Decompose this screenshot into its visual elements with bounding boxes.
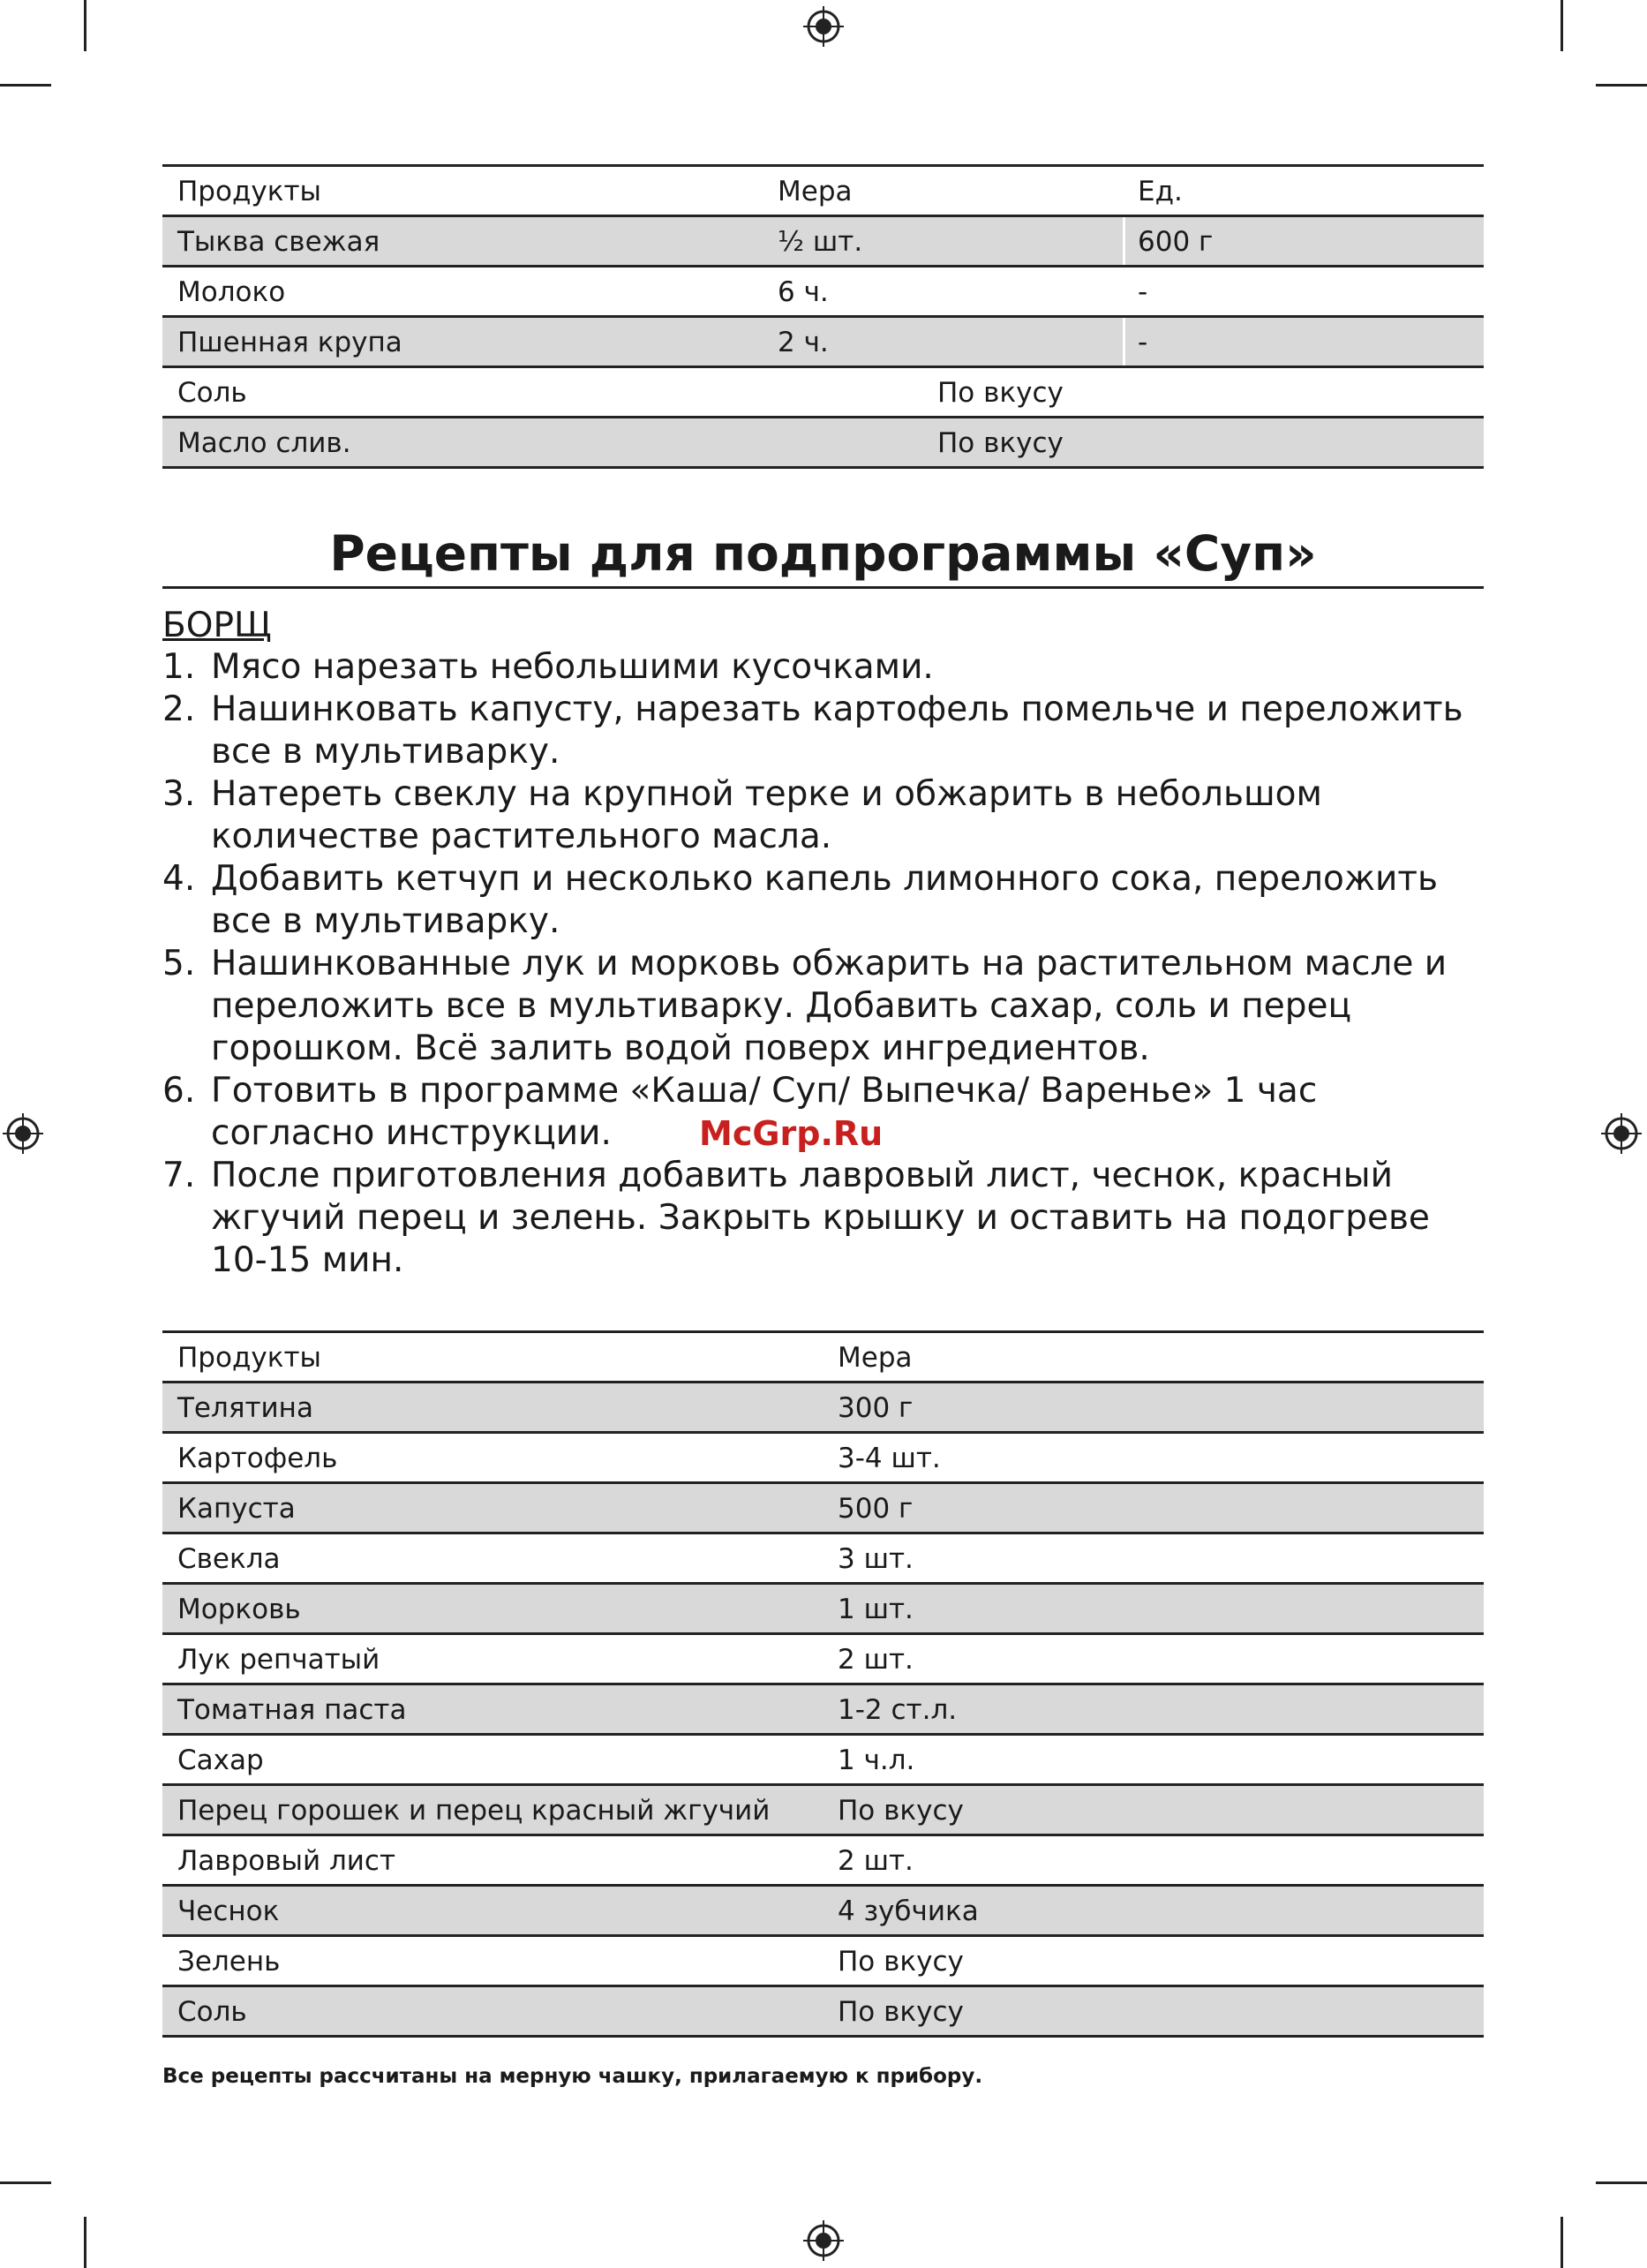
table-row	[162, 1987, 1484, 2038]
table-row	[162, 368, 1484, 418]
table-header-row	[162, 164, 1484, 217]
column-header: Мера	[778, 176, 853, 207]
product-cell: Масло слив.	[177, 427, 351, 459]
step-text: Натереть свеклу на крупной терке и обжарить в небольшом количестве растительного масла.	[211, 774, 1322, 856]
table-row	[162, 1736, 1484, 1786]
list-item	[162, 646, 1486, 689]
measure-cell: 1-2 ст.л.	[838, 1694, 958, 1726]
table-row	[162, 1585, 1484, 1635]
step-number: 4.	[162, 859, 196, 899]
registration-mark-icon	[803, 2220, 844, 2261]
product-cell: Зелень	[177, 1946, 281, 1978]
step-text: Мясо нарезать небольшими кусочками.	[211, 647, 934, 687]
watermark: McGrp.Ru	[699, 1114, 884, 1153]
crop-mark	[0, 2181, 51, 2184]
table-row	[162, 1887, 1484, 1937]
measure-cell: 2 шт.	[838, 1845, 914, 1877]
crop-mark	[84, 2217, 86, 2268]
measure-cell: 500 г	[838, 1493, 914, 1525]
measure-cell: По вкусу	[838, 1946, 964, 1978]
recipe-name: БОРЩ	[162, 606, 272, 645]
list-item	[162, 773, 1486, 858]
measure-cell: 2 шт.	[838, 1644, 914, 1676]
ingredients-table-porridge	[162, 164, 1484, 469]
crop-mark	[1561, 0, 1563, 51]
measure-cell: 300 г	[838, 1392, 914, 1424]
product-cell: Сахар	[177, 1744, 264, 1776]
product-cell: Томатная паста	[177, 1694, 407, 1726]
product-cell: Лавровый лист	[177, 1845, 396, 1877]
merged-value-cell: По вкусу	[937, 377, 1064, 409]
step-number: 6.	[162, 1071, 196, 1111]
table-row	[162, 1534, 1484, 1585]
measure-cell: По вкусу	[838, 1996, 964, 2028]
product-cell: Соль	[177, 377, 247, 409]
step-text: Нашинковать капусту, нарезать картофель помельче и переложить все в мультиварку.	[211, 689, 1463, 772]
measure-cell: По вкусу	[838, 1795, 964, 1827]
step-number: 1.	[162, 647, 196, 687]
product-cell: Лук репчатый	[177, 1644, 380, 1676]
merged-value-cell: По вкусу	[937, 427, 1064, 459]
measure-cell: 1 ч.л.	[838, 1744, 915, 1776]
step-number: 5.	[162, 944, 196, 983]
ingredients-table-borscht	[162, 1330, 1484, 2038]
crop-mark	[84, 0, 86, 51]
table-row	[162, 1685, 1484, 1736]
product-cell: Свекла	[177, 1543, 281, 1575]
measure-cell: 1 шт.	[838, 1594, 914, 1625]
footnote: Все рецепты рассчитаны на мерную чашку, прилагаемую к прибору.	[162, 2065, 983, 2088]
product-cell: Телятина	[177, 1392, 313, 1424]
step-text: Нашинкованные лук и морковь обжарить на растительном масле и переложить все в мультиварку. Добавить сахар, соль и перец горошком. Всё залить водой поверх ингредиентов.	[211, 944, 1448, 1068]
column-header: Мера	[838, 1342, 913, 1374]
measure-cell: 2 ч.	[778, 327, 829, 358]
table-row	[162, 267, 1484, 318]
unit-cell: 600 г	[1138, 226, 1214, 258]
divider	[162, 586, 1484, 589]
measure-cell: ½ шт.	[778, 226, 863, 258]
crop-mark	[1596, 2181, 1647, 2184]
measure-cell: 4 зубчика	[838, 1895, 979, 1927]
measure-cell: 6 ч.	[778, 276, 829, 308]
list-item	[162, 943, 1486, 1070]
product-cell: Соль	[177, 1996, 247, 2028]
measure-cell: 3 шт.	[838, 1543, 914, 1575]
unit-cell: -	[1138, 327, 1148, 358]
step-text: Готовить в программе «Каша/ Суп/ Выпечка/ Варенье» 1 час согласно инструкции.	[211, 1071, 1318, 1153]
product-cell: Чеснок	[177, 1895, 280, 1927]
product-cell: Тыква свежая	[177, 226, 380, 258]
table-row	[162, 1836, 1484, 1887]
registration-mark-icon	[1601, 1113, 1642, 1154]
column-header: Ед.	[1138, 176, 1183, 207]
unit-cell: -	[1138, 276, 1148, 308]
table-row	[162, 1383, 1484, 1434]
list-item	[162, 1155, 1486, 1282]
step-number: 3.	[162, 774, 196, 814]
product-cell: Морковь	[177, 1594, 301, 1625]
step-text: Добавить кетчуп и несколько капель лимонного сока, переложить все в мультиварку.	[211, 859, 1439, 941]
step-number: 2.	[162, 689, 196, 729]
step-number: 7.	[162, 1156, 196, 1195]
product-cell: Молоко	[177, 276, 286, 308]
table-row	[162, 418, 1484, 469]
product-cell: Картофель	[177, 1443, 338, 1474]
crop-mark	[1596, 84, 1647, 87]
table-header-row	[162, 1330, 1484, 1383]
registration-mark-icon	[803, 6, 844, 47]
crop-mark	[1561, 2217, 1563, 2268]
registration-mark-icon	[3, 1113, 43, 1154]
recipe-steps	[162, 646, 1486, 1282]
product-cell: Пшенная крупа	[177, 327, 402, 358]
product-cell: Капуста	[177, 1493, 296, 1525]
table-row	[162, 217, 1484, 267]
column-header: Продукты	[177, 1342, 321, 1374]
column-header: Продукты	[177, 176, 321, 207]
table-row	[162, 1937, 1484, 1987]
list-item	[162, 689, 1486, 773]
crop-mark	[0, 84, 51, 87]
table-row	[162, 318, 1484, 368]
table-row	[162, 1434, 1484, 1484]
list-item	[162, 858, 1486, 943]
step-text: После приготовления добавить лавровый лист, чеснок, красный жгучий перец и зелень. Закрыть крышку и оставить на подогреве 10-15 мин.	[211, 1156, 1430, 1280]
product-cell: Перец горошек и перец красный жгучий	[177, 1795, 771, 1827]
table-row	[162, 1786, 1484, 1836]
table-row	[162, 1635, 1484, 1685]
section-title: Рецепты для подпрограммы «Суп»	[329, 525, 1317, 582]
measure-cell: 3-4 шт.	[838, 1443, 941, 1474]
table-row	[162, 1484, 1484, 1534]
